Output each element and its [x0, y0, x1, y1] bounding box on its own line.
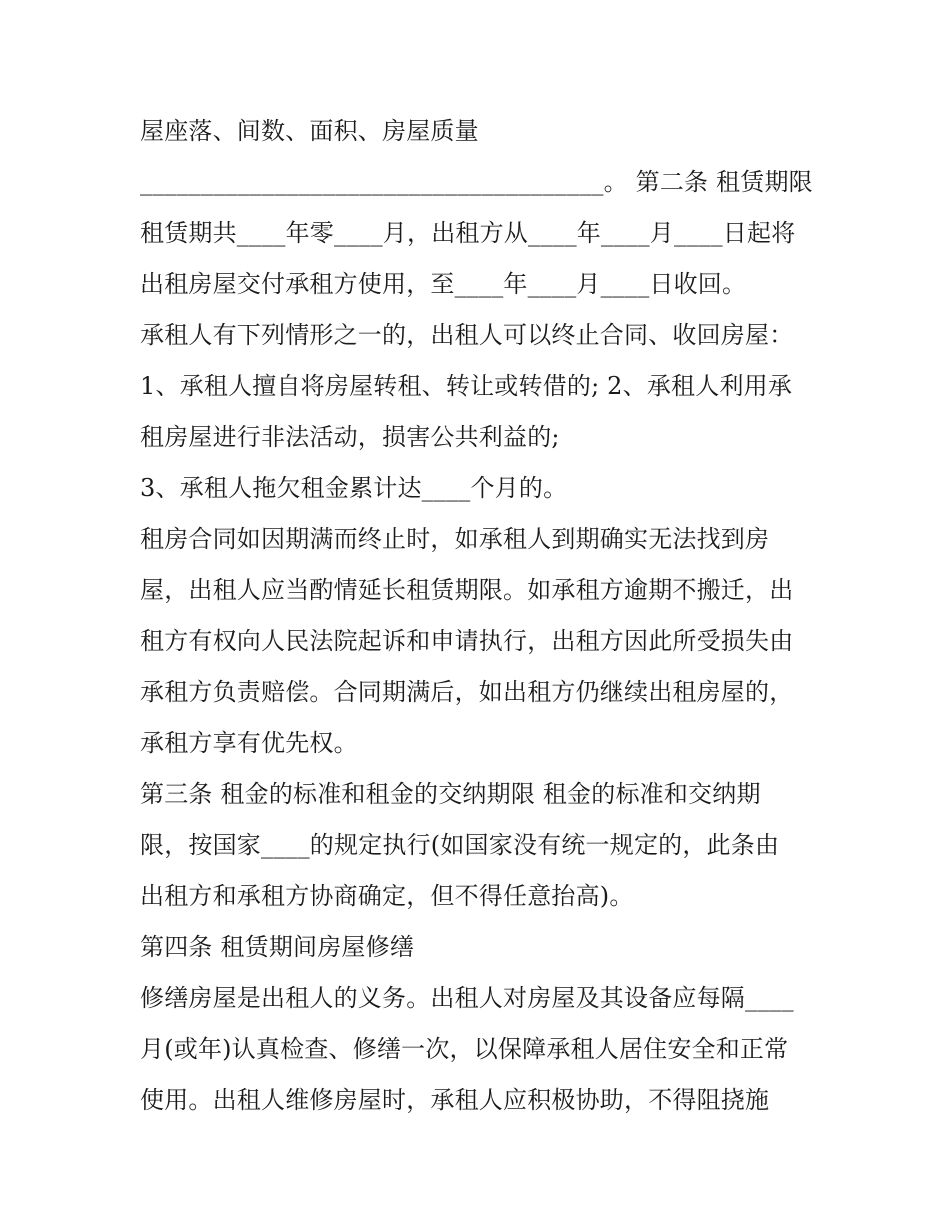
text-line: 出租房屋交付承租方使用，至____年____月____日收回。 — [140, 270, 747, 298]
text-line: 3、承租人拖欠租金累计达____个月的。 — [140, 474, 568, 502]
text-line: 1、承租人擅自将房屋转租、转让或转借的; 2、承租人利用承 — [140, 372, 793, 400]
section-heading: 第四条 租赁期间房屋修缮 — [140, 933, 415, 961]
text-line: 屋，出租人应当酌情延长租赁期限。如承租方逾期不搬迁，出 — [140, 576, 794, 604]
text-line: 使用。出租人维修房屋时，承租人应积极协助，不得阻挠施 — [140, 1086, 770, 1114]
text-line: 承租人有下列情形之一的，出租人可以终止合同、收回房屋： — [140, 321, 794, 349]
text-line: 月(或年)认真检查、修缮一次，以保障承租人居住安全和正常 — [140, 1035, 789, 1063]
text-line: 出租方和承租方协商确定，但不得任意抬高)。 — [140, 882, 634, 910]
text-line: 限，按国家____的规定执行(如国家没有统一规定的，此条由 — [140, 831, 780, 859]
text-line: ______________________________________。 第二条 租赁期限 — [140, 168, 813, 196]
document-body — [140, 106, 830, 1126]
text-line: 屋座落、间数、面积、房屋质量 — [140, 117, 479, 145]
section-heading: 第三条 租金的标准和租金的交纳期限 租金的标准和交纳期 — [140, 780, 761, 808]
text-line: 修缮房屋是出租人的义务。出租人对房屋及其设备应每隔____ — [140, 984, 794, 1012]
text-line: 承租方负责赔偿。合同期满后，如出租方仍继续出租房屋的， — [140, 678, 794, 706]
text-line: 租房屋进行非法活动，损害公共利益的; — [140, 423, 560, 451]
text-line: 承租方享有优先权。 — [140, 729, 358, 757]
text-line: 租房合同如因期满而终止时，如承租人到期确实无法找到房 — [140, 525, 770, 553]
text-line: 租方有权向人民法院起诉和申请执行，出租方因此所受损失由 — [140, 627, 794, 655]
text-line: 租赁期共____年零____月，出租方从____年____月____日起将 — [140, 219, 796, 247]
